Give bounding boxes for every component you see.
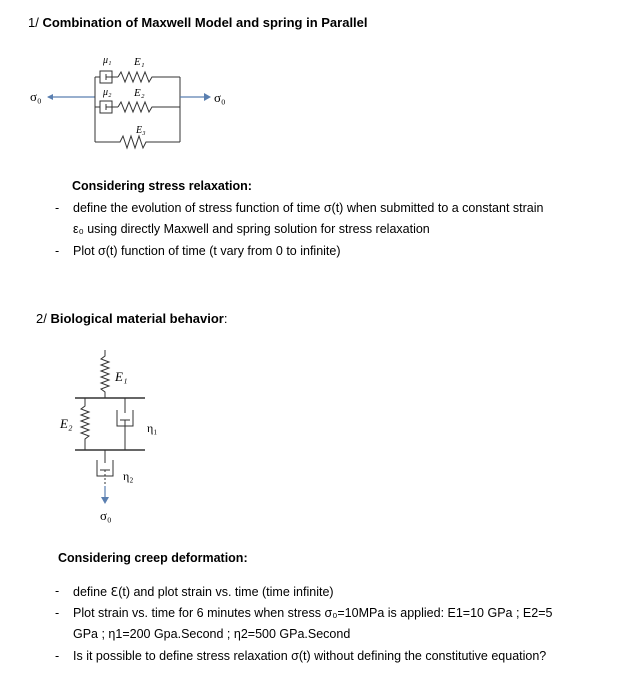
part2-bullet-3: Is it possible to define stress relaxation σ(t) without defining the constitutive equation? <box>73 649 547 663</box>
spring-3 <box>95 136 180 148</box>
diagram1-e1: E₁ <box>134 56 145 68</box>
dashpot-eta2 <box>97 450 113 486</box>
bullet-dash: - <box>55 584 60 598</box>
left-arrow-icon <box>47 94 53 100</box>
part2-subheading: Considering creep deformation: <box>58 551 248 565</box>
part1-bullet-2: Plot σ(t) function of time (t vary from 0 to infinite) <box>73 244 341 258</box>
part1-subheading: Considering stress relaxation: <box>72 179 252 193</box>
diagram2-e2: E₂ <box>60 416 73 431</box>
diagram2-eta1: η₁ <box>147 421 158 435</box>
bullet-dash: - <box>55 606 60 620</box>
part2-bullet-2-cont: GPa ; η1=200 Gpa.Second ; η2=500 GPa.Second <box>73 627 351 641</box>
diagram2-sigma: σ₀ <box>100 508 112 523</box>
maxwell-branch-2 <box>95 87 180 113</box>
part2-bullet-2: Plot strain vs. time for 6 minutes when stress σ₀=10MPa is applied: E1=10 GPa ; E2=5 <box>73 606 553 620</box>
diagram1-mu1: μ₁ <box>103 55 112 66</box>
part2-bullet-1: define ℇ(t) and plot strain vs. time (time infinite) <box>73 585 334 599</box>
down-arrow-icon <box>101 497 109 504</box>
spring-e1 <box>101 350 109 398</box>
part2-title: Biological material behavior <box>50 311 224 326</box>
spring-branch-3 <box>95 125 180 148</box>
diagram1-mu2: μ₂ <box>103 87 112 98</box>
dashpot-eta1 <box>117 398 133 450</box>
biological-model-diagram <box>55 348 175 528</box>
diagram2-e1: E₁ <box>115 369 128 384</box>
diagram1-e3: E₃ <box>136 125 146 136</box>
bullet-dash: - <box>55 201 60 215</box>
part2-number: 2/ <box>36 311 47 326</box>
part2-title-colon: : <box>223 311 228 326</box>
part1-bullet-1-cont: ε₀ using directly Maxwell and spring solution for stress relaxation <box>73 222 430 236</box>
bullet-dash: - <box>55 649 60 663</box>
bullet-dash: - <box>55 244 60 258</box>
diagram1-sigma-right: σ₀ <box>214 90 226 105</box>
part1-number: 1/ <box>28 15 39 30</box>
diagram1-e2: E₂ <box>134 87 145 99</box>
spring-2 <box>118 102 180 112</box>
maxwell-parallel-diagram <box>30 50 250 160</box>
spring-e2 <box>81 398 89 450</box>
diagram2-eta2: η₂ <box>123 469 134 483</box>
part2-heading <box>36 311 227 326</box>
part1-title: Combination of Maxwell Model and spring in Parallel <box>42 15 368 30</box>
maxwell-branch-1 <box>95 55 180 83</box>
spring-1 <box>118 72 180 82</box>
right-arrow-icon <box>204 93 211 101</box>
part1-bullet-1: define the evolution of stress function of time σ(t) when submitted to a constant strain <box>73 201 544 215</box>
part1-heading <box>28 15 368 30</box>
diagram1-sigma-left: σ₀ <box>30 89 42 104</box>
